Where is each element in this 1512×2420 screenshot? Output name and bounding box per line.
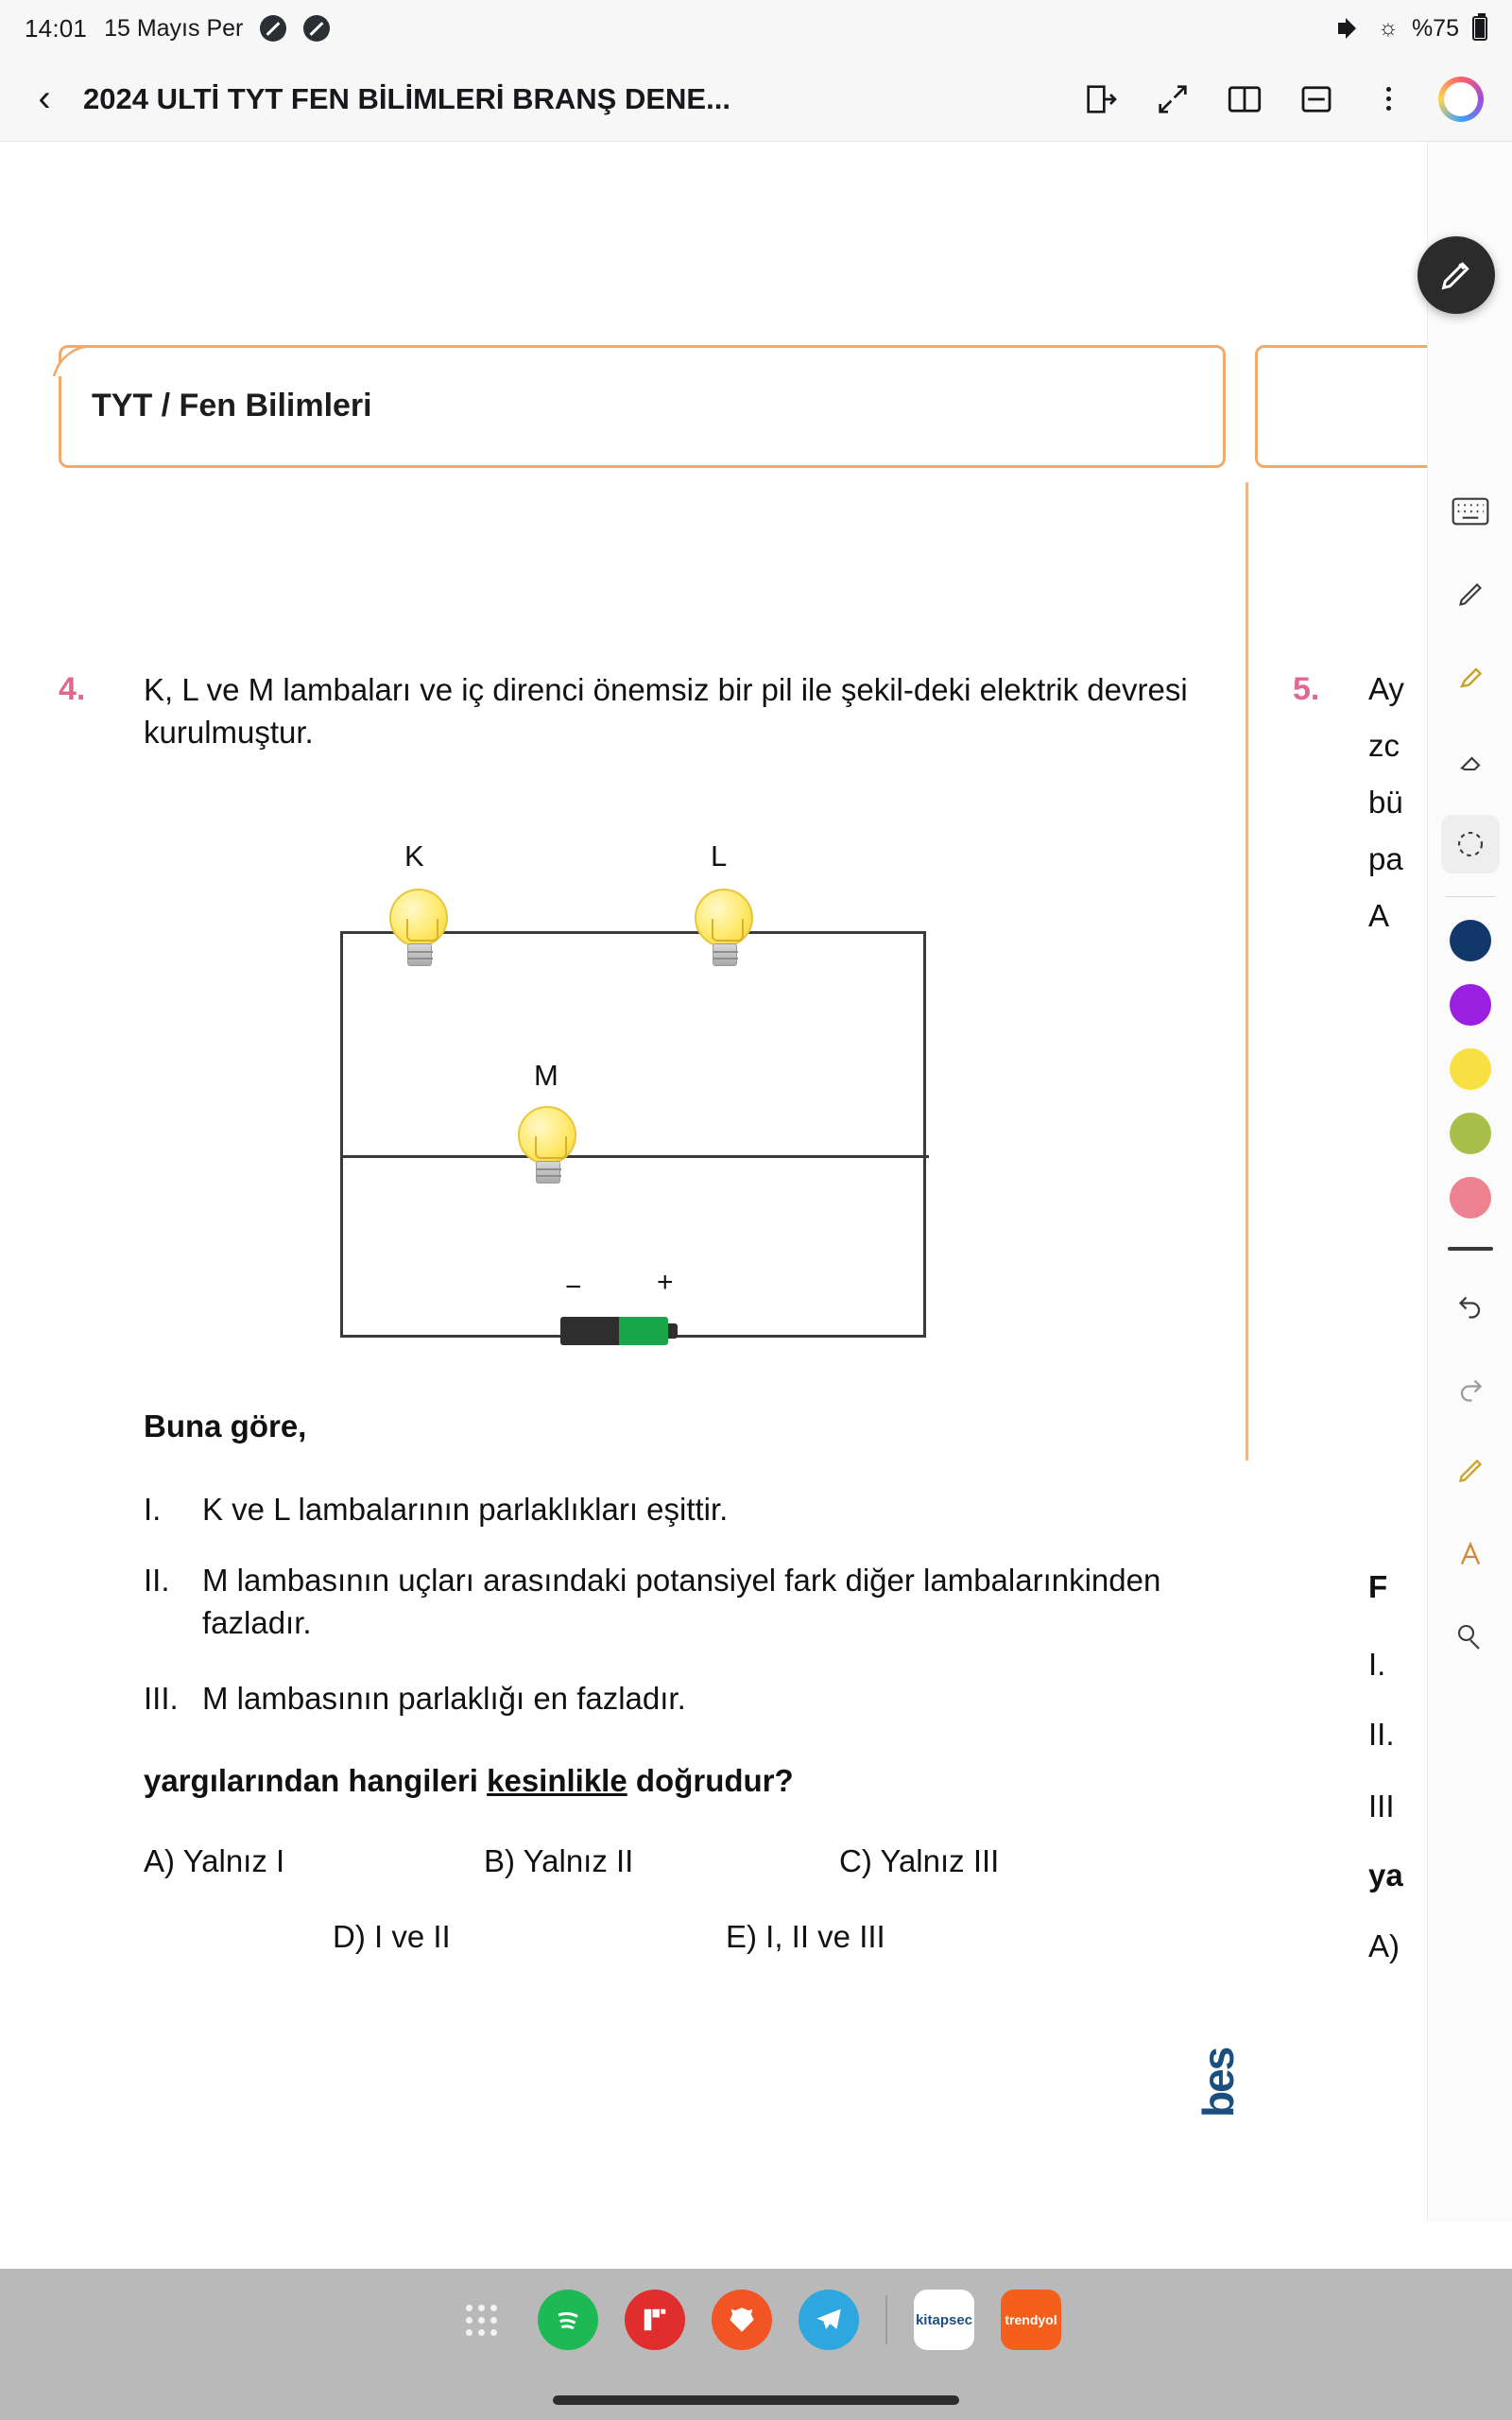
lasso-select-icon[interactable] [1441,815,1500,873]
telegram-icon[interactable] [799,2290,859,2350]
statement-3 [144,1678,1193,1725]
right-tail-3: III [1368,1789,1395,1824]
bulb-m [518,1106,580,1187]
right-question-number: 5. [1293,671,1320,707]
option-c[interactable]: C) Yalnız III [839,1843,1000,1878]
date-label: 15 Mayıs Per [104,14,244,42]
color-swatch-navy[interactable] [1450,920,1491,961]
question-prompt [144,1763,794,1799]
redo-icon[interactable] [1441,1358,1500,1417]
volume-mute-icon [1336,16,1365,41]
battery-symbol [560,1309,683,1351]
spotify-icon[interactable] [538,2290,598,2350]
thickness-icon[interactable] [1448,1247,1493,1251]
avatar[interactable] [1438,77,1484,122]
question-lead-in: Buna göre, [144,1409,307,1443]
flipboard-icon[interactable] [625,2290,685,2350]
status-bar-right [1336,15,1487,43]
dock-items [451,2290,1061,2350]
status-bar-left [25,14,330,43]
pencil-icon[interactable] [1441,1442,1500,1500]
document-title: 2024 ULTİ TYT FEN BİLİMLERİ BRANŞ DENE... [83,81,730,115]
right-tail-option: A) [1368,1928,1400,1963]
statement-2 [144,1560,1193,1654]
bulb-k-label: K [404,839,424,873]
tool-rail [1427,142,1512,2221]
color-swatch-pink[interactable] [1450,1177,1491,1219]
brave-icon[interactable] [712,2290,772,2350]
dock [0,2269,1512,2420]
clock: 14:01 [25,13,88,43]
battery-icon [1472,16,1487,41]
prompt-prefix: yargılarından hangileri [144,1763,488,1798]
highlighter-icon[interactable] [1441,648,1500,707]
back-button[interactable]: ‹ [38,78,51,119]
statement-3-roman: III. [144,1681,179,1716]
undo-icon[interactable] [1441,1275,1500,1334]
dock-divider [885,2295,887,2344]
publisher-logo: bes [1194,2048,1243,2118]
status-bar [0,0,1512,57]
statement-1-roman: I. [144,1492,162,1527]
statement-2-text: M lambasının uçları arasındaki potansiyel fark diğer lambalarınkinden fazladır. [202,1563,1161,1640]
right-line-4: pa [1368,841,1403,876]
home-indicator[interactable] [553,2395,959,2405]
keyboard-icon[interactable] [1441,482,1500,541]
trendyol-icon[interactable]: trendyol [1001,2290,1061,2350]
right-line-2: zc [1368,728,1400,763]
battery-positive-sign: + [657,1267,674,1298]
page-view-icon[interactable] [1295,78,1338,121]
question-number: 4. [59,671,86,707]
section-title: TYT / Fen Bilimleri [92,388,372,424]
app-bar-actions [1079,77,1493,122]
dnd-icon [303,15,330,42]
wifi-icon: ☼ [1377,15,1399,41]
circuit-outer-loop [340,931,926,1338]
statement-1 [144,1489,1193,1536]
export-icon[interactable] [1079,78,1123,121]
column-separator [1246,482,1248,1461]
right-tail-1: I. [1368,1647,1386,1682]
rail-divider [1446,896,1495,897]
color-swatch-green[interactable] [1450,1113,1491,1154]
text-a-icon[interactable] [1441,1525,1500,1583]
pen-fab-button[interactable] [1418,236,1495,314]
battery-percent: %75 [1411,14,1459,42]
bulb-l-label: L [711,839,728,873]
bulb-k [389,889,452,970]
pen-icon[interactable] [1441,565,1500,624]
right-line-5: A [1368,898,1390,933]
statement-1-text: K ve L lambalarının parlaklıkları eşittir. [202,1492,729,1527]
app-bar [0,57,1512,142]
option-e[interactable]: E) I, II ve III [726,1919,885,1954]
mute-icon [260,15,286,42]
bulb-l [695,889,757,970]
right-tail-ask: ya [1368,1858,1403,1893]
eraser-icon[interactable] [1441,732,1500,790]
battery-negative-sign: − [565,1271,582,1303]
fullscreen-icon[interactable] [1151,78,1194,121]
right-tail-bold: F [1368,1569,1388,1604]
option-b[interactable]: B) Yalnız II [484,1843,634,1878]
right-line-1: Ay [1368,671,1404,706]
question-text: K, L ve M lambaları ve iç direnci önemsiz bir pil ile şekil-deki elektrik devresi kurulmuştur. [144,672,1188,750]
statement-3-text: M lambasının parlaklığı en fazladır. [202,1681,686,1716]
document-page [0,142,1427,2221]
circuit-middle-branch [340,1155,929,1158]
circuit-diagram [284,794,983,1380]
more-options-icon[interactable] [1366,78,1410,121]
option-d[interactable]: D) I ve II [333,1919,451,1954]
option-a[interactable]: A) Yalnız I [144,1843,285,1878]
statement-2-roman: II. [144,1563,170,1598]
book-view-icon[interactable] [1223,78,1266,121]
prompt-suffix: doğrudur? [627,1763,794,1798]
bulb-m-label: M [534,1059,558,1092]
color-swatch-yellow[interactable] [1450,1048,1491,1090]
right-line-3: bü [1368,785,1403,820]
shape-icon[interactable] [1441,1608,1500,1667]
color-swatch-purple[interactable] [1450,984,1491,1026]
right-tail-2: II. [1368,1717,1395,1752]
section-banner [59,345,1226,468]
app-drawer-icon[interactable] [451,2290,511,2350]
prompt-underline: kesinlikle [487,1763,627,1798]
kitapsec-icon[interactable]: kitapsec [914,2290,974,2350]
